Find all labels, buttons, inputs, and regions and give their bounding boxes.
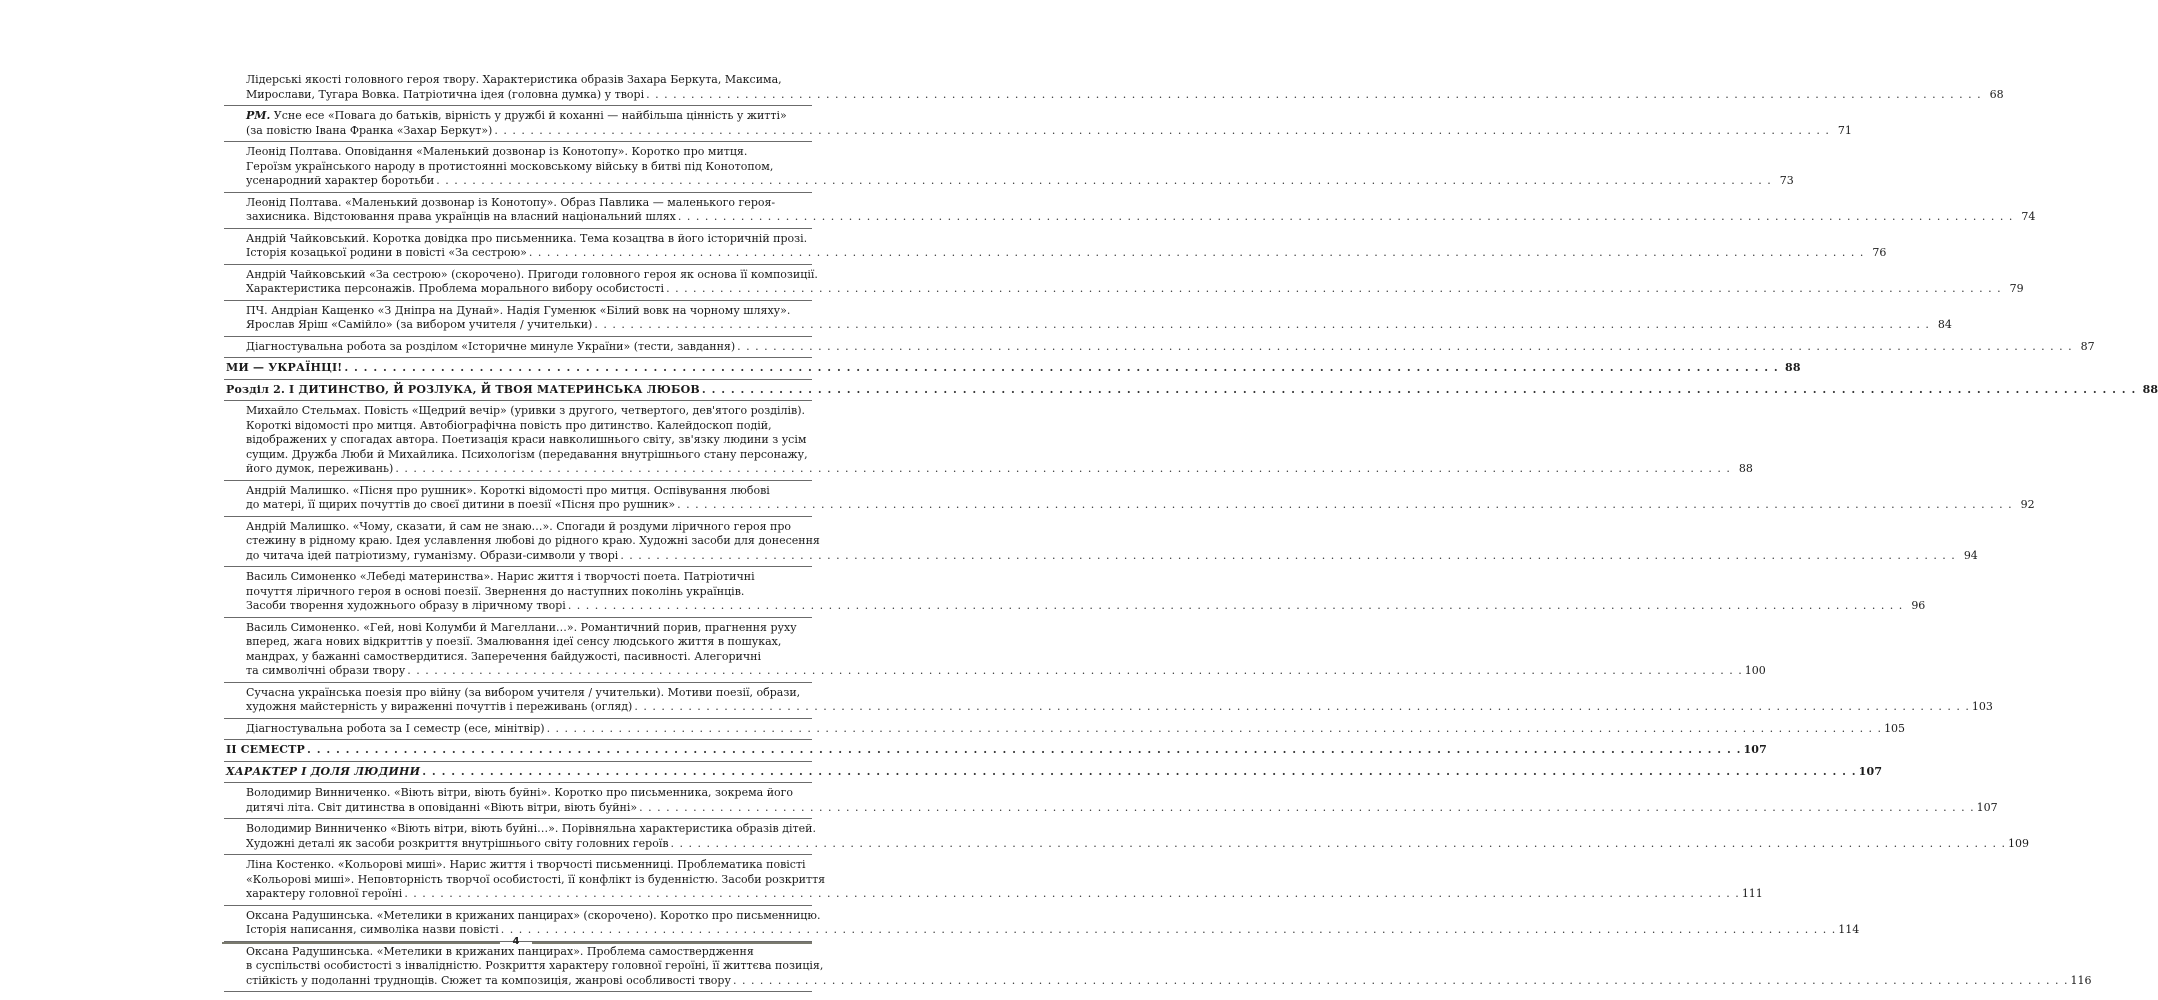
leader-dots: [547, 722, 1883, 737]
leader-dots: [594, 318, 1930, 333]
toc-line: [246, 404, 812, 419]
toc-line: [246, 520, 812, 535]
toc-line: [246, 585, 812, 600]
toc-page-number: 84: [1937, 318, 1952, 331]
leader-dots: [529, 246, 1865, 261]
toc-line: [246, 232, 812, 247]
toc-line: [226, 743, 1767, 758]
page-number: 4: [512, 936, 520, 947]
page-footer: [222, 936, 812, 950]
toc-line: [246, 462, 1753, 477]
toc-line: [246, 822, 816, 837]
toc-line: [246, 570, 812, 585]
toc-entry-row: [224, 618, 1766, 683]
toc-line: [246, 959, 824, 974]
toc-entry-row: [224, 481, 2035, 517]
toc-line-text: Художні деталі як засоби розкриття внутрішнього світу головних героїв: [246, 836, 669, 850]
leader-dots: [666, 282, 2002, 297]
toc-line-text: стежину в рідному краю. Ідея уславлення любові до рідного краю. Художні засоби для донесення: [246, 534, 820, 547]
toc-page-number: 94: [1963, 548, 1978, 562]
toc-line: [246, 174, 1794, 189]
leader-dots: [620, 549, 1956, 564]
toc-line-text: художня майстерність у вираженні почуттів і переживань (огляд): [246, 700, 633, 713]
toc-page-number: 107: [1743, 743, 1767, 756]
toc-entry-row: [224, 855, 1763, 906]
toc-line: [246, 664, 1766, 679]
toc-page-number: 114: [1838, 923, 1860, 936]
toc-line: [246, 196, 812, 211]
toc-line-text: Розділ 2. І ДИТИНСТВО, Й РОЗЛУКА, Й ТВОЯ МАТЕРИНСЬКА ЛЮБОВ: [226, 382, 700, 396]
toc-line: [246, 973, 2092, 989]
toc-line-text: до матері, її щирих почуттів до своєї дитини в поезії «Пісня про рушник»: [246, 498, 676, 511]
toc-line: [246, 484, 812, 499]
toc-prefix: РМ.: [246, 109, 271, 122]
toc-entry-row: [224, 106, 1852, 142]
toc-line-text: Історія написання, символіка назви повісті: [246, 923, 499, 936]
toc-page-number: 103: [1971, 700, 1993, 713]
toc-line-text: Оксана Радушинська. «Метелики в крижаних панцирах». Проблема самоствердження: [246, 944, 754, 958]
toc-line: [246, 721, 1906, 737]
toc-page-number: 107: [1858, 764, 1883, 778]
toc-line-text: Андрій Малишко. «Чому, сказати, й сам не знаю…». Спогади й роздуми ліричного героя про: [246, 519, 792, 533]
leader-dots: [646, 88, 1982, 103]
toc-entry-row: [224, 337, 2095, 359]
toc-line: [226, 361, 1801, 376]
leader-dots: [422, 765, 1856, 780]
toc-entry-row: [224, 229, 1887, 265]
toc-line: [246, 872, 826, 888]
toc-page-number: 107: [1976, 800, 1998, 814]
toc-page-number: 100: [1744, 664, 1766, 677]
toc-line: [246, 419, 812, 434]
toc-line: [246, 339, 2095, 355]
toc-entry-row: [224, 819, 2030, 855]
toc-line-text: Володимир Винниченко «Віють вітри, віють буйні…». Порівняльна характеристика образів дітей.: [246, 822, 816, 835]
toc-line-text: Діагностувальна робота за І семестр (есе, мінітвір): [246, 721, 545, 735]
toc-entry-row: [224, 517, 1978, 568]
toc-page-number: 71: [1837, 123, 1852, 137]
toc-line-text: Михайло Стельмах. Повість «Щедрий вечір» (уривки з другого, четвертого, дев'ятого розділів).: [246, 404, 806, 417]
toc-line: [246, 448, 812, 463]
toc-page-number: 74: [2021, 210, 2036, 223]
toc-line: [246, 246, 1887, 261]
toc-page-number: 96: [1911, 599, 1926, 612]
toc-page-number: 88: [1738, 462, 1753, 475]
leader-dots: [733, 974, 2069, 989]
toc-line-text: Андрій Чайковський «За сестрою» (скорочено). Пригоди головного героя як основа її композиції.: [246, 267, 818, 281]
toc-line-text: сущим. Дружба Люби й Михайлика. Психологізм (передавання внутрішнього стану персонажу,: [246, 447, 808, 461]
toc-entry-row: [224, 193, 2036, 229]
toc-line: [246, 621, 812, 636]
toc-line: [246, 534, 820, 549]
toc-line-text: та символічні образи твору: [246, 664, 406, 677]
toc-line-text: Андрій Чайковський. Коротка довідка про письменника. Тема козацтва в його історичній прозі.: [246, 231, 808, 245]
toc-line: [246, 836, 2030, 852]
toc-line: [226, 382, 2158, 398]
toc-line: [246, 433, 812, 448]
toc-line: [246, 887, 1763, 902]
toc-line-text: Мирослави, Тугара Вовка. Патріотична ідея (головна думка) у творі: [246, 87, 645, 101]
toc-entry-row: [224, 265, 2024, 301]
toc-line-text: Василь Симоненко «Лебеді материнства». Нарис життя і творчості поета. Патріотичні: [246, 570, 755, 583]
toc-line-text: вперед, жага нових відкриттів у поезії. Змалювання ідеї сенсу людського життя в пошуках,: [246, 635, 782, 648]
toc-line-text: Леонід Полтава. Оповідання «Маленький дозвонар із Конотопу». Коротко про митця.: [246, 145, 748, 158]
toc-entry-row: [224, 401, 1753, 481]
toc-page-number: 73: [1779, 174, 1794, 187]
toc-line: [246, 123, 1852, 139]
toc-page-number: 87: [2080, 339, 2095, 353]
toc-line: [246, 858, 812, 873]
toc-line-text: мандрах, у бажанні самоствердитися. Заперечення байдужості, пасивності. Алегоричні: [246, 649, 761, 663]
toc-line: [246, 145, 812, 160]
toc-line-text: Василь Симоненко. «Гей, нові Колумби й Магеллани…». Романтичний порив, прагнення руху: [246, 620, 797, 634]
toc-line-text: його думок, переживань): [246, 462, 394, 475]
toc-line: [246, 800, 1998, 816]
toc-page-number: 68: [1989, 87, 2004, 101]
toc-line-text: Ліна Костенко. «Кольорові миші». Нарис життя і творчості письменниці. Проблематика повісті: [246, 858, 806, 871]
toc-line: [246, 109, 812, 124]
leader-dots: [494, 124, 1830, 139]
toc-line-text: Характеристика персонажів. Проблема морального вибору особистості: [246, 282, 665, 295]
leader-dots: [634, 700, 1970, 715]
toc-line-text: характеру головної героїні: [246, 887, 403, 900]
toc-entry-row: [224, 683, 1993, 719]
leader-dots: [436, 174, 1772, 189]
toc-line: [246, 160, 812, 175]
toc-section-row: [224, 380, 2158, 402]
toc-line-text: Оксана Радушинська. «Метелики в крижаних панцирах» (скорочено). Коротко про письменницю.: [246, 908, 821, 922]
leader-dots: [678, 210, 2014, 225]
footer-rule-left: [222, 942, 500, 944]
toc-line-text: захисника. Відстоювання права українців на власний національний шлях: [246, 210, 676, 223]
leader-dots: [568, 599, 1904, 614]
toc-line: [246, 599, 1926, 614]
toc-line: [246, 908, 821, 924]
leader-dots: [702, 383, 2136, 398]
toc-page-number: 111: [1741, 887, 1763, 900]
toc-line-text: Діагностувальна робота за розділом «Історичне минуле України» (тести, завдання): [246, 339, 736, 353]
toc-line-text: Героїзм українського народу в протистоянні московському війську в битві під Конотопом,: [246, 159, 774, 173]
toc-line-text: Андрій Малишко. «Пісня про рушник». Короткі відомості про митця. Оспівування любові: [246, 483, 770, 497]
leader-dots: [671, 837, 2007, 852]
toc-entry-row: [224, 719, 1906, 741]
toc-line-text: «Кольорові миші». Неповторність творчої особистості, її конфлікт із буденністю. Засоби розкриття: [246, 872, 826, 886]
toc-line: [246, 73, 812, 88]
toc-line: [246, 635, 812, 650]
table-of-contents: [224, 70, 2158, 992]
toc-entry-row: [224, 301, 1952, 337]
toc-entry-row: [224, 70, 2004, 106]
toc-line-text: МИ — УКРАЇНЦІ!: [226, 361, 343, 374]
toc-line-rest: Усне есе «Повага до батьків, вірність у дружбі й коханні — найбільша цінність у житті»: [270, 109, 787, 122]
toc-line-text: Сучасна українська поезія про війну (за вибором учителя / учительки). Мотиви поезії, образи,: [246, 685, 801, 699]
leader-dots: [677, 498, 2013, 513]
toc-line-text: ІІ СЕМЕСТР: [226, 743, 306, 756]
toc-line-text: дитячі літа. Світ дитинства в оповіданні «Віють вітри, віють буйні»: [246, 800, 638, 814]
toc-line: [246, 210, 2036, 225]
toc-line-text: Засоби творення художнього образу в ліричному творі: [246, 599, 566, 612]
toc-line-text: Короткі відомості про митця. Автобіографічна повість про дитинство. Калейдоскоп подій,: [246, 418, 772, 432]
toc-line-text: ХАРАКТЕР І ДОЛЯ ЛЮДИНИ: [226, 764, 421, 778]
toc-line: [246, 267, 818, 283]
toc-section-row: [224, 740, 1767, 762]
toc-page-number: 105: [1884, 721, 1906, 735]
toc-line: [246, 318, 1952, 333]
toc-line: [246, 686, 812, 701]
toc-section-row: [224, 358, 1801, 380]
leader-dots: [639, 801, 1975, 816]
toc-entry-row: [224, 567, 1926, 618]
toc-line-text: відображених у спогадах автора. Поетизація краси навколишнього світу, зв'язку людини з усім: [246, 433, 807, 446]
toc-line-text: Лідерські якості головного героя твору. Характеристика образів Захара Беркута, Максима,: [246, 73, 782, 86]
toc-line-text: ПЧ. Андріан Кащенко «З Дніпра на Дунай». Надія Гуменюк «Білий вовк на чорному шляху».: [246, 303, 791, 317]
footer-rule-right: [532, 942, 812, 944]
toc-line: [246, 700, 1993, 715]
toc-line-text: Історія козацької родини в повісті «За сестрою»: [246, 246, 527, 259]
toc-entry-row: [224, 783, 1998, 819]
toc-line-text: Ярослав Яріш «Самійло» (за вибором учителя / учительки): [246, 318, 593, 331]
toc-page-number: 109: [2008, 836, 2030, 850]
toc-line-text: Володимир Винниченко. «Віють вітри, віють буйні». Коротко про письменника, зокрема його: [246, 786, 794, 799]
toc-line: [246, 548, 1978, 564]
toc-page-number: 88: [1785, 361, 1801, 374]
toc-line-text: Леонід Полтава. «Маленький дозвонар із Конотопу». Образ Павлика — маленького героя-: [246, 195, 776, 209]
toc-line: [246, 786, 812, 801]
toc-line-text: стійкість у подоланні труднощів. Сюжет та композиція, жанрові особливості твору: [246, 973, 731, 987]
toc-page-number: 79: [2009, 282, 2024, 295]
leader-dots: [407, 664, 1743, 679]
toc-page-number: 116: [2070, 973, 2092, 987]
toc-line: [246, 304, 812, 319]
toc-line-text: до читача ідей патріотизму, гуманізму. Образи-символи у творі: [246, 548, 619, 562]
toc-line: [246, 87, 2004, 103]
toc-page-number: 88: [2142, 382, 2158, 396]
toc-line: [246, 282, 2024, 297]
toc-line-text: в суспільстві особистості з інвалідністю. Розкриття характеру головної героїні, її життєва позиція,: [246, 959, 824, 972]
toc-line-text: [246, 109, 787, 122]
leader-dots: [737, 340, 2073, 355]
toc-entry-row: [224, 142, 1794, 193]
toc-line-text: (за повістю Івана Франка «Захар Беркут»): [246, 123, 493, 137]
toc-line: [226, 764, 1883, 780]
leader-dots: [395, 462, 1731, 477]
toc-line: [246, 498, 2035, 513]
toc-section-row: [224, 762, 1883, 784]
leader-dots: [404, 887, 1740, 902]
toc-page-number: 76: [1872, 246, 1887, 259]
toc-line-text: почуття ліричного героя в основі поезії. Звернення до наступних поколінь українців.: [246, 584, 745, 598]
leader-dots: [307, 743, 1741, 758]
toc-line-text: усенародний характер боротьби: [246, 174, 435, 187]
leader-dots: [344, 361, 1778, 376]
toc-page-number: 92: [2020, 498, 2035, 511]
toc-line: [246, 650, 812, 665]
